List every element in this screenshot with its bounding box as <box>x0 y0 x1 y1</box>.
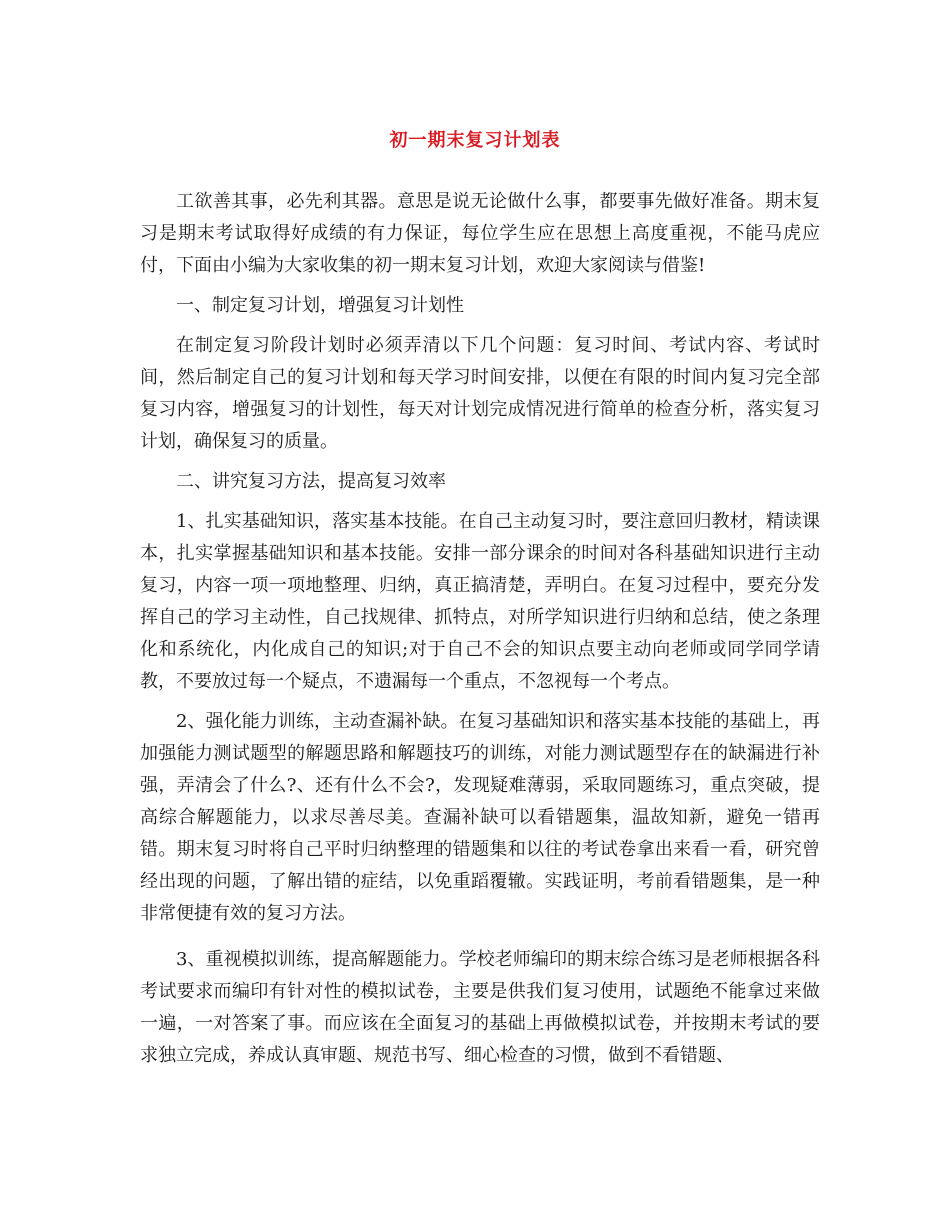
method-3-paragraph: 3、重视模拟训练，提高解题能力。学校老师编印的期末综合练习是老师根据各科考试要求而编印有针对性的模拟试卷，主要是供我们复习使用，试题绝不能拿过来做一遍，一对答案了事。而应该在全面复习的基础上再做模拟试卷，并按期末考试的要求独立完成，养成认真审题、规范书写、细心检查的习惯，做到不看错题、 <box>140 949 820 1066</box>
method-2-paragraph: 2、强化能力训练，主动查漏补缺。在复习基础知识和落实基本技能的基础上，再加强能力测试题型的解题思路和解题技巧的训练，对能力测试题型存在的缺漏进行补强，弄清会了什么?、还有什么不会?，发现疑难薄弱，采取同题练习，重点突破，提高综合解题能力，以求尽善尽美。查漏补缺可以看错题集，温故知新，避免一错再错。期末复习时将自己平时归纳整理的错题集和以往的考试卷拿出来看一看，研究曾经出现的问题，了解出错的症结，以免重蹈覆辙。实践证明，考前看错题集，是一种非常便捷有效的复习方法。 <box>140 711 820 924</box>
section-1-paragraph: 在制定复习阶段计划时必须弄清以下几个问题：复习时间、考试内容、考试时间，然后制定自己的复习计划和每天学习时间安排，以便在有限的时间内复习完全部复习内容，增强复习的计划性，每天对计划完成情况进行简单的检查分析，落实复习计划，确保复习的质量。 <box>140 335 820 452</box>
document-body <box>140 186 820 1080</box>
document-title: 初一期末复习计划表 <box>389 130 561 151</box>
intro-paragraph: 工欲善其事，必先利其器。意思是说无论做什么事，都要事先做好准备。期末复习是期末考试取得好成绩的有力保证，每位学生应在思想上高度重视，不能马虎应付，下面由小编为大家收集的初一期末复习计划，欢迎大家阅读与借鉴! <box>140 191 820 276</box>
section-heading-2: 二、讲究复习方法，提高复习效率 <box>176 471 446 492</box>
method-1-paragraph: 1、扎实基础知识，落实基本技能。在自己主动复习时，要注意回归教材，精读课本，扎实掌握基础知识和基本技能。安排一部分课余的时间对各科基础知识进行主动复习，内容一项一项地整理、归纳，真正搞清楚，弄明白。在复习过程中，要充分发挥自己的学习主动性，自己找规律、抓特点，对所学知识进行归纳和总结，使之条理化和系统化，内化成自己的知识;对于自己不会的知识点要主动向老师或同学同学请教，不要放过每一个疑点，不遗漏每一个重点，不忽视每一个考点。 <box>140 511 820 692</box>
section-heading-1: 一、制定复习计划，增强复习计划性 <box>176 295 464 316</box>
